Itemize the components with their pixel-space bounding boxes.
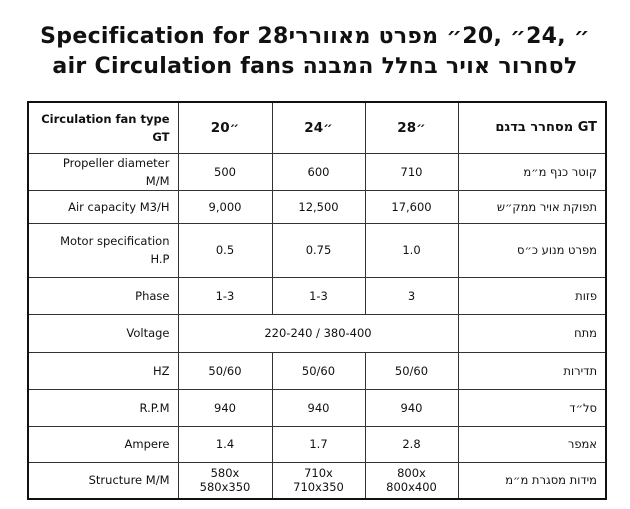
row-label-hebrew: קוטר כנף מ״מ [458,153,606,190]
cell-28: 2.8 [365,426,458,462]
row-label: Voltage [28,314,178,352]
row-label-hebrew: סל״ד [458,389,606,426]
cell-24: 1.7 [272,426,365,462]
cell-24: 12,500 [272,190,365,223]
table-row [28,223,606,277]
row-label-line2: H.P [150,252,170,266]
header-20in: 20״ [178,102,272,153]
cell-20: 9,000 [178,190,272,223]
table-row [28,462,606,499]
header-28in: 28״ [365,102,458,153]
cell-24: 50/60 [272,352,365,389]
cell-28: 3 [365,277,458,314]
row-label-line1: Motor specification [60,234,170,248]
table-row [28,277,606,314]
cell-20: 50/60 [178,352,272,389]
row-label [28,223,178,277]
specification-table [27,101,607,500]
cell-28: 50/60 [365,352,458,389]
cell-20: 500 [178,153,272,190]
table-row [28,314,606,352]
row-label: Phase [28,277,178,314]
row-label-hebrew: מפרט מנוע כ״ס [458,223,606,277]
row-label-hebrew: תפוקת אויר ממק״ש [458,190,606,223]
title-line-1: Specification for 28״ ,24״ ,20״ מפרט מאווררי [40,24,590,49]
header-label-line2: GT [152,129,170,144]
row-label-hebrew: אמפר [458,426,606,462]
row-label: HZ [28,352,178,389]
cell-24: 940 [272,389,365,426]
row-label: Propeller diameter M/M [28,153,178,190]
row-label-hebrew: תדירות [458,352,606,389]
table-row [28,352,606,389]
cell-28: 800x 800x400 [365,462,458,499]
row-label: R.P.M [28,389,178,426]
cell-24: 600 [272,153,365,190]
row-label: Air capacity M3/H [28,190,178,223]
table-row [28,153,606,190]
cell-28: 17,600 [365,190,458,223]
page-title [0,22,630,82]
row-label-hebrew: פזות [458,277,606,314]
table-row [28,190,606,223]
header-label-line1: Circulation fan type [41,111,170,126]
header-hebrew: GT מסחרר בדגם [458,102,606,153]
table-row [28,389,606,426]
table-header-row [28,102,606,153]
row-label: Ampere [28,426,178,462]
title-line-2: air Circulation fans לסחרור אויר בחלל המבנה [52,54,578,79]
row-label: Structure M/M [28,462,178,499]
header-24in: 24״ [272,102,365,153]
cell-24: 710x 710x350 [272,462,365,499]
voltage-merged-cell: 220-240 / 380-400 [178,314,458,352]
cell-20: 0.5 [178,223,272,277]
cell-20: 1.4 [178,426,272,462]
table-row [28,426,606,462]
row-label-hebrew: מתח [458,314,606,352]
cell-20: 1-3 [178,277,272,314]
cell-28: 940 [365,389,458,426]
row-label-hebrew: מידות מסגרת מ״מ [458,462,606,499]
cell-24: 0.75 [272,223,365,277]
header-label-cell [28,102,178,153]
cell-24: 1-3 [272,277,365,314]
cell-28: 710 [365,153,458,190]
cell-28: 1.0 [365,223,458,277]
cell-20: 940 [178,389,272,426]
cell-20: 580x 580x350 [178,462,272,499]
